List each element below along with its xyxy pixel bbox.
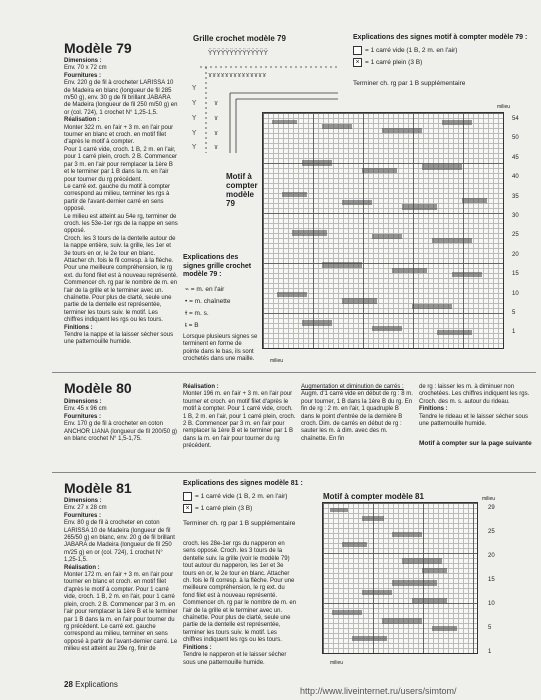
m81-sign-full: = 1 carré plein (3 B) — [195, 505, 253, 513]
m80-aug-heading: Augmentation et diminution de carrés : — [301, 384, 404, 390]
svg-text:Y: Y — [192, 99, 197, 107]
m81-col2 — [183, 541, 297, 667]
m80-text-column — [64, 399, 178, 443]
m79-tick: 35 — [512, 193, 519, 200]
m79-tick: 54 — [512, 116, 519, 122]
m81-finitions-heading: Finitions : — [183, 644, 212, 651]
m79-milieu-top: milieu — [497, 104, 511, 110]
m79-tick: 40 — [512, 174, 519, 181]
svg-text:ɤ: ɤ — [214, 99, 219, 107]
m79-sign-empty-row — [353, 46, 457, 55]
m80-col3-text: de rg : laisser les m. à diminuer non crochetées. Les chiffres indiquent les rgs. Croch. des m. s. autour du rideau. — [419, 384, 530, 405]
m81-tick: 20 — [488, 553, 495, 559]
m79-fournitures-heading: Fournitures : — [64, 72, 101, 79]
m81-motif-pattern — [322, 502, 476, 652]
m80-aug: Augm. d'1 carré vide en début de rg : 8 m. pour tourner, 1 B dans la 1ère B du rg. En fin de rg : 2 m. en l'air, 1 quadruple B dans le point d'entrée de la dernière B croch. Dim. de carrés en début de rg : sauter les m. à dim. avec des m. chaînette. En fin — [301, 391, 413, 442]
m80-realisation-heading: Réalisation : — [183, 384, 219, 390]
m79-term: Terminer ch. rg par 1 B supplémentaire — [353, 80, 466, 87]
m81-text-column — [64, 498, 178, 654]
m79-realisation-heading: Réalisation : — [64, 117, 100, 124]
m79-realisation-2: Pour 1 carré vide, croch. 1 B, 2 m. en l'air, pour 1 carré plein, croch. 2 B. Commencer par 3 m. en l'air pour remplacer la 1ère B et le terminer par 1 B dans la m. en l'air pour tourner du rg précédent. — [64, 146, 178, 183]
m79-motif-pattern — [262, 112, 502, 347]
m79-sign-full-row — [353, 58, 422, 67]
m79-sign4: = B — [188, 322, 199, 329]
m79-plusieurs: Lorsque plusieurs signes se terminent en forme de pointe dans le bas, ils sont crochetés dans une maille. — [183, 334, 258, 363]
m79-realisation-5: Croch. les 3 tours de la dentelle autour de la nappe entière, suiv. la grille, les 1er et 3e tours en or, le 2e tour en blanc. Attacher ch. fois le fil corresp. à la flèche. Pour une meilleure compréhension, le rg ext. du fond filet est à nouveau représenté. Commencer ch. rg par le nombre de m. en l'air de la grille et le terminer avec un. chaînette. Pour plus de clarté, seule une partie de la dentelle est représentée, terminer les tours suiv. le motif. Les chiffres indiquent les rgs ou les tours. — [64, 235, 178, 324]
double-crochet-icon: ŧ — [185, 322, 187, 329]
m80-dims: Env. 45 x 96 cm — [64, 406, 107, 413]
m80-fournitures-heading: Fournitures : — [64, 413, 101, 420]
m81-fournitures-heading: Fournitures : — [64, 512, 101, 519]
m79-sign-empty: = 1 carré vide (1 B, 2 m. en l'air) — [365, 47, 458, 55]
divider — [52, 472, 536, 473]
m79-sign3: = m. s. — [188, 310, 209, 317]
m81-fournitures: Env. 80 g de fil à crocheter en coton LARISSA 10 de Madeira (longueur de fil 265/50 g) en blanc, env. 20 g de fil brillant JABARA de Madeira (longueur de fil 250 m/25 g) en or (col. 724), 1 crochet N° 1,25-1,5. — [64, 520, 175, 564]
m81-tick: 5 — [488, 625, 492, 631]
m80-realisation-column — [183, 384, 297, 451]
m79-tick: 20 — [512, 251, 519, 258]
slip-stitch-icon: • — [185, 298, 188, 305]
m81-row-numbers — [488, 496, 495, 664]
m80-augmentation-column — [301, 384, 413, 443]
m81-tick: 10 — [488, 601, 495, 607]
m81-dims: Env. 27 x 28 cm — [64, 505, 107, 512]
svg-text:Y: Y — [192, 129, 197, 137]
m80-dims-heading: Dimensions : — [64, 399, 102, 405]
m79-realisation-4: Le milieu est atteint au 54e rg, terminer de croch. les 53e-1er rgs de la nappe en sens opposé. — [64, 213, 178, 235]
m79-tick: 5 — [512, 310, 516, 317]
m81-milieu-bottom: milieu — [330, 660, 344, 666]
m79-fournitures: Env. 220 g de fil à crocheter LARISSA 10 de Madeira en blanc (longueur de fil 285 m/50 g), env. 30 g de fil brillant JABARA de Madeira (longueur de fil 250 m/50 g) en or (col. 724), 1 crochet N° 1,25-1,5. — [64, 80, 178, 116]
svg-text:ɤ: ɤ — [214, 143, 219, 151]
m81-finitions: Tendre le napperon et le laisser sécher sous une patternouille humide. — [183, 652, 287, 666]
m81-sign-empty: = 1 carré vide (1 B, 2 m. en l'air) — [195, 493, 288, 501]
svg-text:Y: Y — [192, 84, 197, 92]
empty-square-icon — [353, 46, 362, 55]
m79-tick: 1 — [512, 329, 516, 336]
m81-tick: 15 — [488, 577, 495, 583]
m79-sign-full: = 1 carré plein (3 B) — [365, 59, 423, 67]
m81-motif-label: Motif à compter modèle 81 — [323, 492, 424, 501]
m80-finitions: Tendre le rideau et le laisser sécher sous une patternouille humide. — [419, 413, 529, 428]
empty-square-icon — [183, 492, 192, 501]
m79-tick: 50 — [512, 135, 519, 142]
watermark-url: http://www.liveinternet.ru/users/simtom/ — [300, 686, 457, 696]
m79-dims-heading: Dimensions : — [64, 58, 102, 64]
m81-tick: 1 — [488, 649, 492, 655]
m81-col2-text: croch. les 28e-1er rgs du napperon en sens opposé. Croch. les 3 tours de la dentelle suiv. la grille (voir le modèle 79) tout autour du napperon, les 1er et 3e tours en or, le 2e tour en blanc. Attacher ch. fois le fil corresp. à la flèche. Pour une meilleure compréhension, le rg ext. du fond filet est à nouveau représenté. Commencer ch. rg par le nombre de m. en l'air de la grille et le terminer avec un. chaînette. Pour plus de clarté, seule une partie de la dentelle est représentée, terminer les tours suiv. le motif. Les chiffres indiquent les rgs ou les tours. — [183, 541, 297, 644]
m80-next-link[interactable]: Motif à compter sur la page suivante — [419, 440, 532, 447]
m79-tick: 10 — [512, 290, 519, 297]
m80-title: Modèle 80 — [64, 380, 132, 396]
page-number: 28 — [64, 680, 73, 689]
m79-finitions: Tendre la nappe et la laisser sécher sous une patternouille humide. — [64, 332, 174, 346]
m79-tick: 30 — [512, 213, 519, 220]
m79-expl-title: Explications des signes motif à compter modèle 79 : — [353, 34, 528, 41]
m81-title: Modèle 81 — [64, 480, 132, 496]
m79-tick: 45 — [512, 154, 519, 161]
m81-expl-title: Explications des signes modèle 81 : — [183, 480, 303, 487]
m80-col3 — [419, 384, 531, 428]
m79-text-column — [64, 58, 178, 347]
svg-text:ŸŸŸŸŸŸŸŸŸŸŸŸŸŸ: ŸŸŸŸŸŸŸŸŸŸŸŸŸŸ — [208, 49, 268, 57]
m79-finitions-heading: Finitions : — [64, 324, 93, 331]
m79-row-numbers — [512, 110, 519, 343]
m81-term: Terminer ch. rg par 1 B supplémentaire — [183, 520, 296, 527]
svg-text:ɤ: ɤ — [214, 129, 219, 137]
svg-text:ɤɤɤɤɤɤɤɤɤɤɤɤɤɤ: ɤɤɤɤɤɤɤɤɤɤɤɤɤɤ — [208, 71, 267, 79]
footer — [64, 680, 118, 689]
m79-tick: 15 — [512, 271, 519, 278]
svg-text:ɤ: ɤ — [214, 114, 219, 122]
m79-realisation-3: Le carré ext. gauche du motif à compter correspond au milieu, terminer les rgs à partir de l'avant-dernier carré en sens opposé. — [64, 183, 171, 213]
m81-realisation-heading: Réalisation : — [64, 564, 100, 571]
m81-dims-heading: Dimensions : — [64, 498, 102, 504]
m81-realisation: Monter 172 m. en l'air + 3 m. en l'air pour tourner en blanc et croch. en motif filet d'après le motif à compter. Pour 1 carré vide, croch. 1 B, 2 m. en l'air, pour 1 carré plein, croch. 2 B. Commencer par 3 m. en l'air pour remplacer la 1ère B et le terminer par 1 B dans la m. en l'air pour tourner du rg précédent. Le carré ext. gauche correspond au milieu, terminer en sens opposé à partir de l'avant-dernier carré. Le milieu est atteint au 29e rg, finir de — [64, 572, 178, 653]
m79-milieu-bottom: milieu — [270, 358, 284, 364]
m79-title: Modèle 79 — [64, 40, 132, 56]
chain-stitch-icon: ⌁ — [185, 286, 189, 293]
m81-sign-full-row — [183, 504, 252, 513]
svg-text:Y: Y — [192, 143, 197, 151]
m79-tick: 25 — [512, 232, 519, 239]
m81-sign-empty-row — [183, 492, 287, 501]
divider — [52, 372, 536, 373]
cross-square-icon: × — [353, 58, 362, 67]
footer-section: Explications — [75, 680, 118, 689]
m79-motif-label: Motif à compter modèle 79 — [226, 172, 258, 208]
m79-grille-title: Grille crochet modèle 79 — [193, 34, 286, 43]
m80-fournitures: Env. 170 g de fil à crocheter en coton ANCHOR LIANA (longueur de fil 200/50 g) en blanc crochet N° 1,5-1,75. — [64, 421, 178, 443]
m79-signs-title: Explications des signes grille crochet modèle 79 : — [183, 254, 252, 278]
single-crochet-icon: ɫ — [185, 310, 188, 317]
cross-square-icon: × — [183, 504, 192, 513]
m80-finitions-heading: Finitions : — [419, 406, 448, 413]
m80-realisation: Monter 196 m. en l'air + 3 m. en l'air pour tourner et croch. en motif filet d'après le motif à compter. Pour 1 carré vide, croch. 1 B, 2 m. en l'air, pour 1 carré plein, croch. 2 B. Commencer par 3 m. en l'air pour remplacer la 1ère B et le terminer par 1 B dans la m. en l'air pour tourner du rg précédent. — [183, 391, 296, 450]
m79-sign2: = m. chaînette — [189, 298, 231, 305]
m81-milieu-top: milieu — [482, 496, 496, 502]
m79-sign1: = m. en l'air — [190, 286, 225, 293]
m79-dims: Env. 70 x 72 cm — [64, 65, 107, 72]
svg-text:Y: Y — [192, 114, 197, 122]
m79-realisation-1: Monter 322 m. en l'air + 3 m. en l'air pour tourner en blanc et croch. en motif filet d'après le motif à compter. — [64, 124, 174, 146]
m81-tick: 29 — [488, 505, 495, 511]
m81-tick: 25 — [488, 529, 495, 535]
m79-signs-list — [185, 284, 230, 332]
